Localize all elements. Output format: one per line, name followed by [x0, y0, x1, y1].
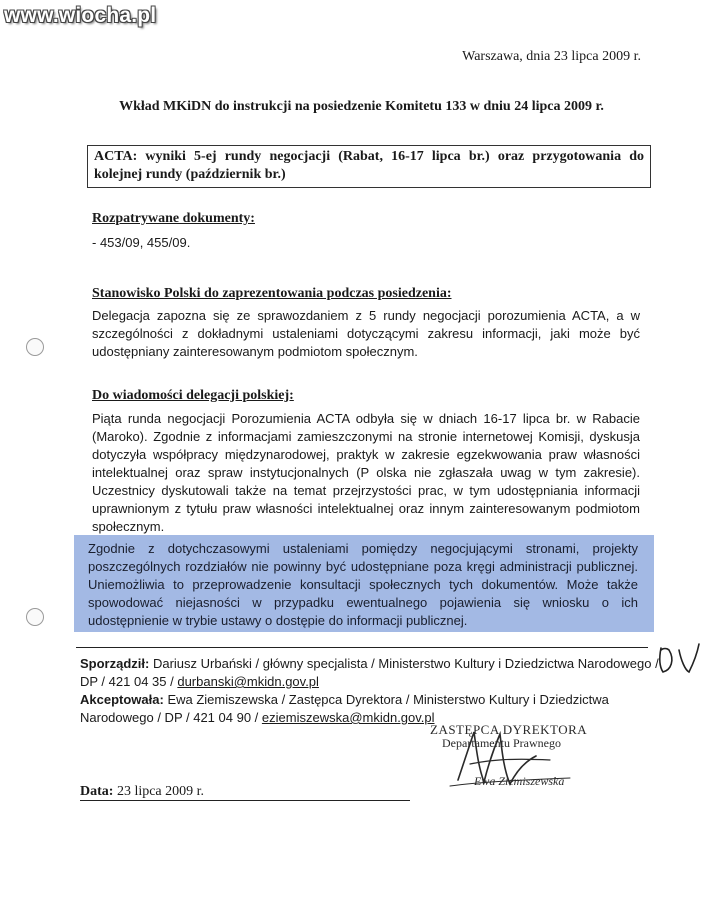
separator-line	[76, 647, 648, 648]
documents-heading: Rozpatrywane dokumenty:	[92, 211, 255, 226]
date-value: 23 lipca 2009 r.	[116, 784, 205, 799]
watermark-logo: www.wiocha.pl	[4, 4, 157, 27]
highlighted-paragraph: Zgodnie z dotychczasowymi ustaleniami pomiędzy negocjującymi stronami, projekty poszczególnych rozdziałów nie powinny być udostępniane poza kręgi administracji publicznej. Uniemożliwia to przeprowadzenie konsultacji społecznych tych dokumentów. Może także spowodować niejasności w przypadku ewentualnego pojawienia się wniosku o ich udostępnienie w trybie ustawy o dostępie do informacji publicznej.	[88, 541, 638, 628]
document-date	[80, 784, 204, 800]
accepted-label: Akceptowała:	[80, 692, 164, 707]
signature-block	[80, 655, 660, 727]
subject-box: ACTA: wyniki 5-ej rundy negocjacji (Rabat, 16-17 lipca br.) oraz przygotowania do kolejnej rundy (październik br.)	[87, 145, 651, 188]
document-title: Wkład MKiDN do instrukcji na posiedzenie Komitetu 133 w dniu 24 lipca 2009 r.	[119, 99, 604, 114]
prepared-text: Dariusz Urbański / główny specjalista / Ministerstwo Kultury i Dziedzictwa Narodowego / DP / 421 04 35 /	[80, 656, 659, 689]
punch-hole-icon	[26, 338, 44, 356]
stamp-department: Departamentu Prawnego	[442, 736, 561, 750]
prepared-email: durbanski@mkidn.gov.pl	[177, 674, 319, 689]
stamp-name: Ewa Ziemiszewska	[474, 774, 565, 788]
position-heading: Stanowisko Polski do zaprezentowania podczas posiedzenia:	[92, 286, 452, 301]
accepted-email: eziemiszewska@mkidn.gov.pl	[261, 710, 435, 725]
handwritten-signature	[440, 722, 580, 792]
punch-hole-icon	[26, 608, 44, 626]
stamp-title: ZASTĘPCA DYREKTORA	[430, 722, 588, 737]
handwritten-initials	[655, 640, 705, 680]
accepted-text: Ewa Ziemiszewska / Zastępca Dyrektora / Ministerstwo Kultury i Dziedzictwa Narodowego / DP / 421 04 90 /	[80, 692, 609, 725]
place-date: Warszawa, dnia 23 lipca 2009 r.	[462, 49, 641, 64]
documents-text: - 453/09, 455/09.	[92, 235, 191, 250]
position-text: Delegacja zapozna się ze sprawozdaniem z 5 rundy negocjacji porozumienia ACTA, a w szczególności z dokładnymi ustaleniami dotyczącymi zakresu informacji, jaki może być udostępniany zainteresowanym podmiotom społecznym.	[92, 308, 640, 359]
info-heading: Do wiadomości delegacji polskiej:	[92, 388, 294, 403]
date-underline	[80, 800, 410, 801]
prepared-label: Sporządził:	[80, 656, 150, 671]
date-label: Data:	[80, 784, 114, 799]
info-text: Piąta runda negocjacji Porozumienia ACTA odbyła się w dniach 16-17 lipca br. w Rabacie (Maroko). Zgodnie z informacjami zamieszczonymi na stronie internetowej Komisji, dyskusja dotyczyła współpracy międzynarodowej, praktyk w zakresie egzekwowania praw własności intelektualnej oraz spraw instytucjonalnych (P olska nie zgłaszała uwag w tym zakresie). Uczestnicy dyskutowali także na temat przejrzystości prac, w tym udostępniania informacji uprawnionym z tytułu praw własności intelektualnej oraz innym zainteresowanym podmiotom społecznym.	[92, 411, 640, 534]
prepared-by	[80, 655, 660, 691]
